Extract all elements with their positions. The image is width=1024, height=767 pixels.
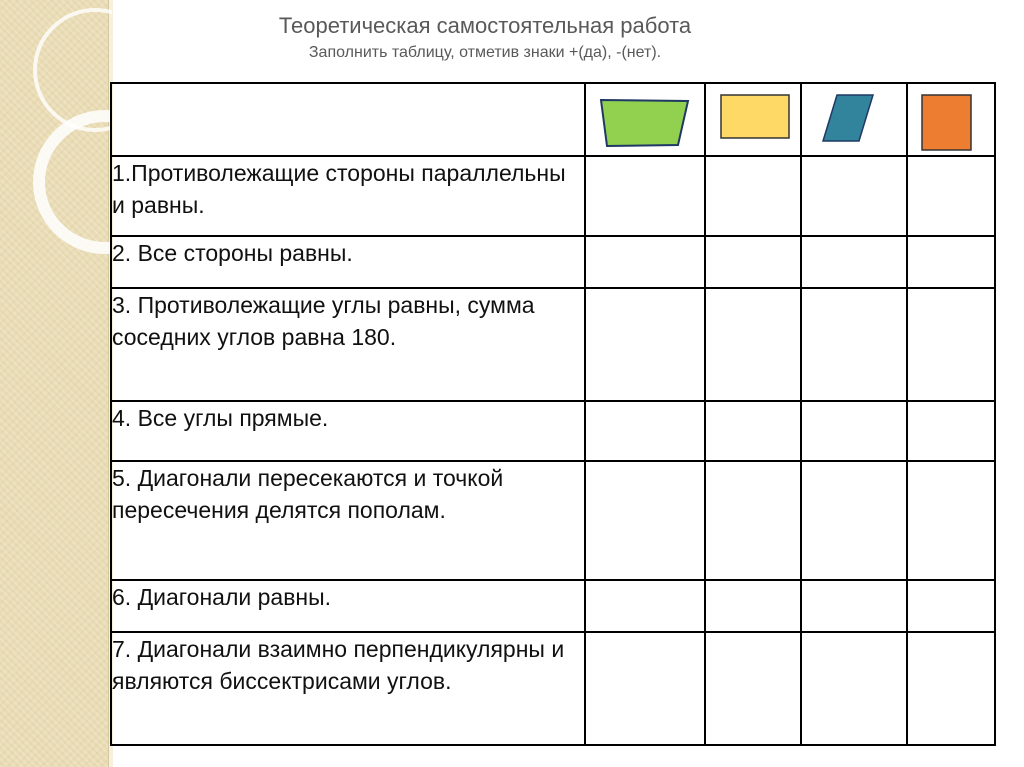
property-label-3: 3. Противолежащие углы равны, сумма соседних углов равна 180. — [111, 288, 585, 401]
property-label-5: 5. Диагонали пересекаются и точкой пересечения делятся пополам. — [111, 461, 585, 580]
answer-cell[interactable] — [801, 288, 907, 401]
square-shape — [922, 95, 971, 150]
answer-cell[interactable] — [705, 580, 801, 632]
table-row — [111, 632, 995, 745]
property-label-4: 4. Все углы прямые. — [111, 401, 585, 461]
table-row — [111, 401, 995, 461]
answer-cell[interactable] — [907, 401, 995, 461]
figure-cell-rectangle — [705, 83, 801, 156]
table-row — [111, 580, 995, 632]
answer-cell[interactable] — [705, 461, 801, 580]
answer-cell[interactable] — [585, 288, 705, 401]
decorative-rings — [0, 0, 112, 300]
table-header-row — [111, 83, 995, 156]
answer-cell[interactable] — [801, 580, 907, 632]
answer-cell[interactable] — [585, 156, 705, 236]
answer-cell[interactable] — [585, 236, 705, 288]
table-row — [111, 156, 995, 236]
square-icon — [908, 84, 996, 155]
table-row — [111, 461, 995, 580]
rectangle-shape — [721, 95, 789, 138]
page-title: Теоретическая самостоятельная работа — [278, 13, 692, 38]
rhombus-icon — [802, 84, 908, 155]
answer-cell[interactable] — [705, 632, 801, 745]
answer-cell[interactable] — [907, 236, 995, 288]
figure-cell-rhombus — [801, 83, 907, 156]
answer-cell[interactable] — [801, 461, 907, 580]
property-label-6: 6. Диагонали равны. — [111, 580, 585, 632]
answer-cell[interactable] — [801, 401, 907, 461]
answer-cell[interactable] — [907, 288, 995, 401]
answer-cell[interactable] — [801, 236, 907, 288]
answer-cell[interactable] — [907, 580, 995, 632]
rhombus-shape — [823, 95, 873, 141]
answer-cell[interactable] — [585, 461, 705, 580]
answer-cell[interactable] — [585, 580, 705, 632]
property-label-2: 2. Все стороны равны. — [111, 236, 585, 288]
answer-cell[interactable] — [907, 461, 995, 580]
answer-cell[interactable] — [705, 401, 801, 461]
answer-cell[interactable] — [801, 632, 907, 745]
parallelogram-shape — [601, 100, 688, 146]
figure-cell-square — [907, 83, 995, 156]
property-label-7: 7. Диагонали взаимно перпендикулярны и являются биссектрисами углов. — [111, 632, 585, 745]
answer-cell[interactable] — [705, 236, 801, 288]
answer-cell[interactable] — [585, 632, 705, 745]
answer-cell[interactable] — [907, 156, 995, 236]
table-row — [111, 288, 995, 401]
answer-cell[interactable] — [585, 401, 705, 461]
figure-cell-parallelogram — [585, 83, 705, 156]
table-corner-cell — [111, 83, 585, 156]
property-label-1: 1.Противолежащие стороны параллельны и равны. — [111, 156, 585, 236]
answer-cell[interactable] — [907, 632, 995, 745]
answer-cell[interactable] — [705, 288, 801, 401]
properties-table — [110, 82, 996, 746]
answer-cell[interactable] — [705, 156, 801, 236]
rectangle-icon — [706, 84, 802, 155]
answer-cell[interactable] — [801, 156, 907, 236]
parallelogram-icon — [586, 84, 706, 155]
table-row — [111, 236, 995, 288]
page-subtitle: Заполнить таблицу, отметив знаки +(да), -(нет). — [308, 44, 662, 61]
